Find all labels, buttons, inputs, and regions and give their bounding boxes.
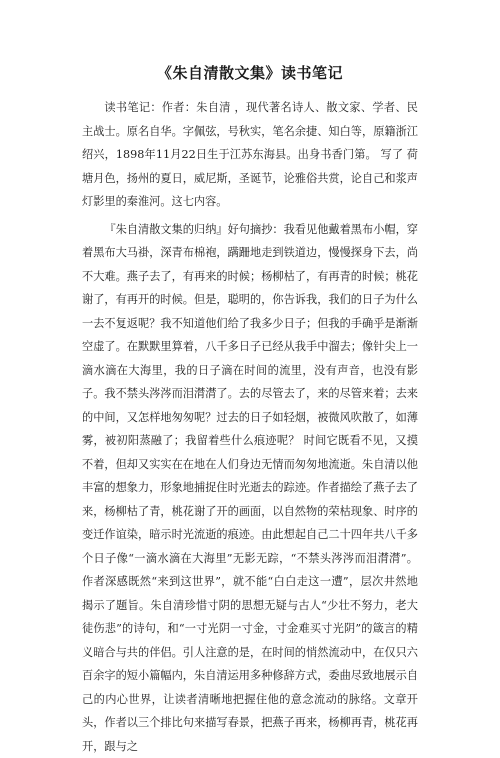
paragraph-intro: 读书笔记：作者：朱自清 ，现代著名诗人、散文家、学者、民主战士。原名自华。字佩弦，号秋实，笔名余捷、知白等，原籍浙江绍兴，1898年11月22日生于江苏东海县。出身书香门第。 写了 荷塘月色，扬州的夏日，威尼斯，圣诞节，论雅俗共赏，论自己和浆声灯影里的秦淮河。这七内容。 bbox=[82, 96, 418, 214]
document-title: 《朱自清散文集》读书笔记 bbox=[82, 62, 418, 83]
paragraph-excerpt: 『朱自清散文集的归纳』好句摘抄：我看见他戴着黑布小帽，穿着黑布大马褂，深青布棉袍，蹒跚地走到铁道边，慢慢探身下去，尚不大难。燕子去了，有再来的时候；杨柳枯了，有再青的时候；桃花谢了，有再开的时候。但是，聪明的，你告诉我，我们的日子为什么一去不复返呢？我不知道他们给了我多少日子；但我的手确乎是渐渐空虚了。在默默里算着，八千多日子已经从我手中溜去；像针尖上一滴水滴在大海里，我的日子滴在时间的流里，没有声音，也没有影子。我不禁头涔涔而泪潸潸了。去的尽管去了，来的尽管来着；去来的中间，又怎样地匆匆呢？过去的日子如轻烟，被微风吹散了，如薄雾，被初阳蒸融了；我留着些什么痕迹呢？ 时间它既看不见，又摸不着，但却又实实在在地在人们身边无情而匆匆地流逝。朱自清以他丰富的想象力，形象地捕捉住时光逝去的踪迹。作者描绘了燕子去了来，杨柳枯了青，桃花谢了开的画面，以自然物的荣枯现象、时序的变迁作谊染，暗示时光流逝的痕迹。由此想起自己二十四年共八千多个日子像“一滴水滴在大海里”无影无踪，“不禁头涔涔而泪潸潸”。作者深感既然“来到这世界”，就不能“白白走这一遭”，层次井然地揭示了题旨。朱自清珍惜寸阴的思想无疑与古人“少壮不努力，老大徒伤悲”的诗句，和“一寸光阴一寸金，寸金难买寸光阴”的箴言的精义暗合与共的伴侣。引人注意的是，在时间的悄然流动中，在仅只六百余字的短小篇幅内，朱自清运用多种修辞方式，委曲尽致地展示自己的内心世界，让读者清晰地把握住他的意念流动的脉络。文章开头，作者以三个排比句来描写春景，把燕子再来，杨柳再青，桃花再开，跟与之 bbox=[82, 218, 418, 758]
